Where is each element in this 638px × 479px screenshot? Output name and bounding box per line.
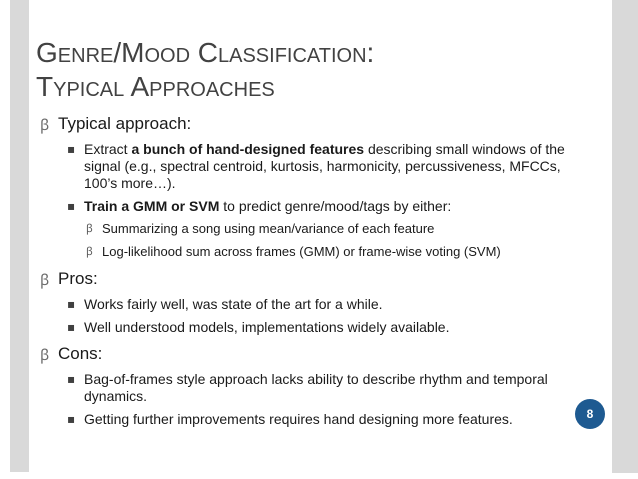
- bullet-pro-2: [40, 319, 580, 336]
- decor-line-left: [10, 0, 29, 472]
- bullet-text: Pros:: [58, 269, 98, 288]
- bullet-marker-icon: ꞵ: [86, 222, 93, 235]
- bullet-loglik: [40, 244, 580, 260]
- page-number: 8: [586, 407, 594, 421]
- bullet-text: Extract: [84, 141, 132, 157]
- bullet-text: Summarizing a song using mean/variance of each feature: [102, 221, 435, 236]
- bullet-text: Getting further improvements requires hand designing more features.: [84, 411, 513, 427]
- bullet-marker-icon: ꞵ: [86, 245, 93, 258]
- bullet-square-icon: ▪: [67, 297, 76, 311]
- bullet-bold-text: Train a GMM or SVM: [84, 198, 220, 214]
- bullet-extract: [40, 141, 580, 192]
- bullet-text: Log-likelihood sum across frames (GMM) or frame-wise voting (SVM): [102, 244, 501, 259]
- bullet-text: Bag-of-frames style approach lacks ability to describe rhythm and temporal dynamics.: [84, 371, 548, 404]
- bullet-con-1: [40, 371, 580, 405]
- bullet-typical: [40, 114, 580, 134]
- bullet-bold-text: a bunch of hand-designed features: [131, 141, 365, 157]
- bullet-marker-icon: ꞵ: [40, 271, 50, 289]
- bullet-marker-icon: ꞵ: [40, 116, 50, 134]
- title-line-1: Genre/Mood Classification:: [36, 37, 375, 68]
- bullet-cons: [40, 344, 580, 364]
- bullet-text: Works fairly well, was state of the art for a while.: [84, 296, 383, 312]
- bullet-text: to predict genre/mood/tags by either:: [219, 198, 452, 214]
- bullet-marker-icon: ꞵ: [40, 346, 50, 364]
- bullet-text: Cons:: [58, 344, 103, 363]
- bullet-text: Typical approach:: [58, 114, 192, 133]
- bullet-con-2: [40, 411, 580, 428]
- bullet-text: describing small windows of the signal (e.g., spectral centroid, kurtosis, harmonicity, percussiveness, MFCCs, 100’s more…).: [84, 141, 565, 191]
- slide-title: [36, 36, 374, 104]
- bullet-text: Well understood models, implementations widely available.: [84, 319, 450, 335]
- slide-body: [40, 114, 580, 434]
- bullet-square-icon: ▪: [67, 142, 76, 156]
- title-line-2: Typical Approaches: [36, 71, 275, 102]
- bullet-square-icon: ▪: [67, 320, 76, 334]
- page-number-badge: [575, 399, 605, 429]
- bullet-pro-1: [40, 296, 580, 313]
- bullet-pros: [40, 269, 580, 289]
- bullet-square-icon: ▪: [67, 199, 76, 213]
- bullet-square-icon: ▪: [67, 372, 76, 386]
- bullet-summarize: [40, 221, 580, 237]
- decor-line-right-2: [622, 0, 638, 472]
- bullet-square-icon: ▪: [67, 412, 76, 426]
- bullet-train: [40, 198, 580, 215]
